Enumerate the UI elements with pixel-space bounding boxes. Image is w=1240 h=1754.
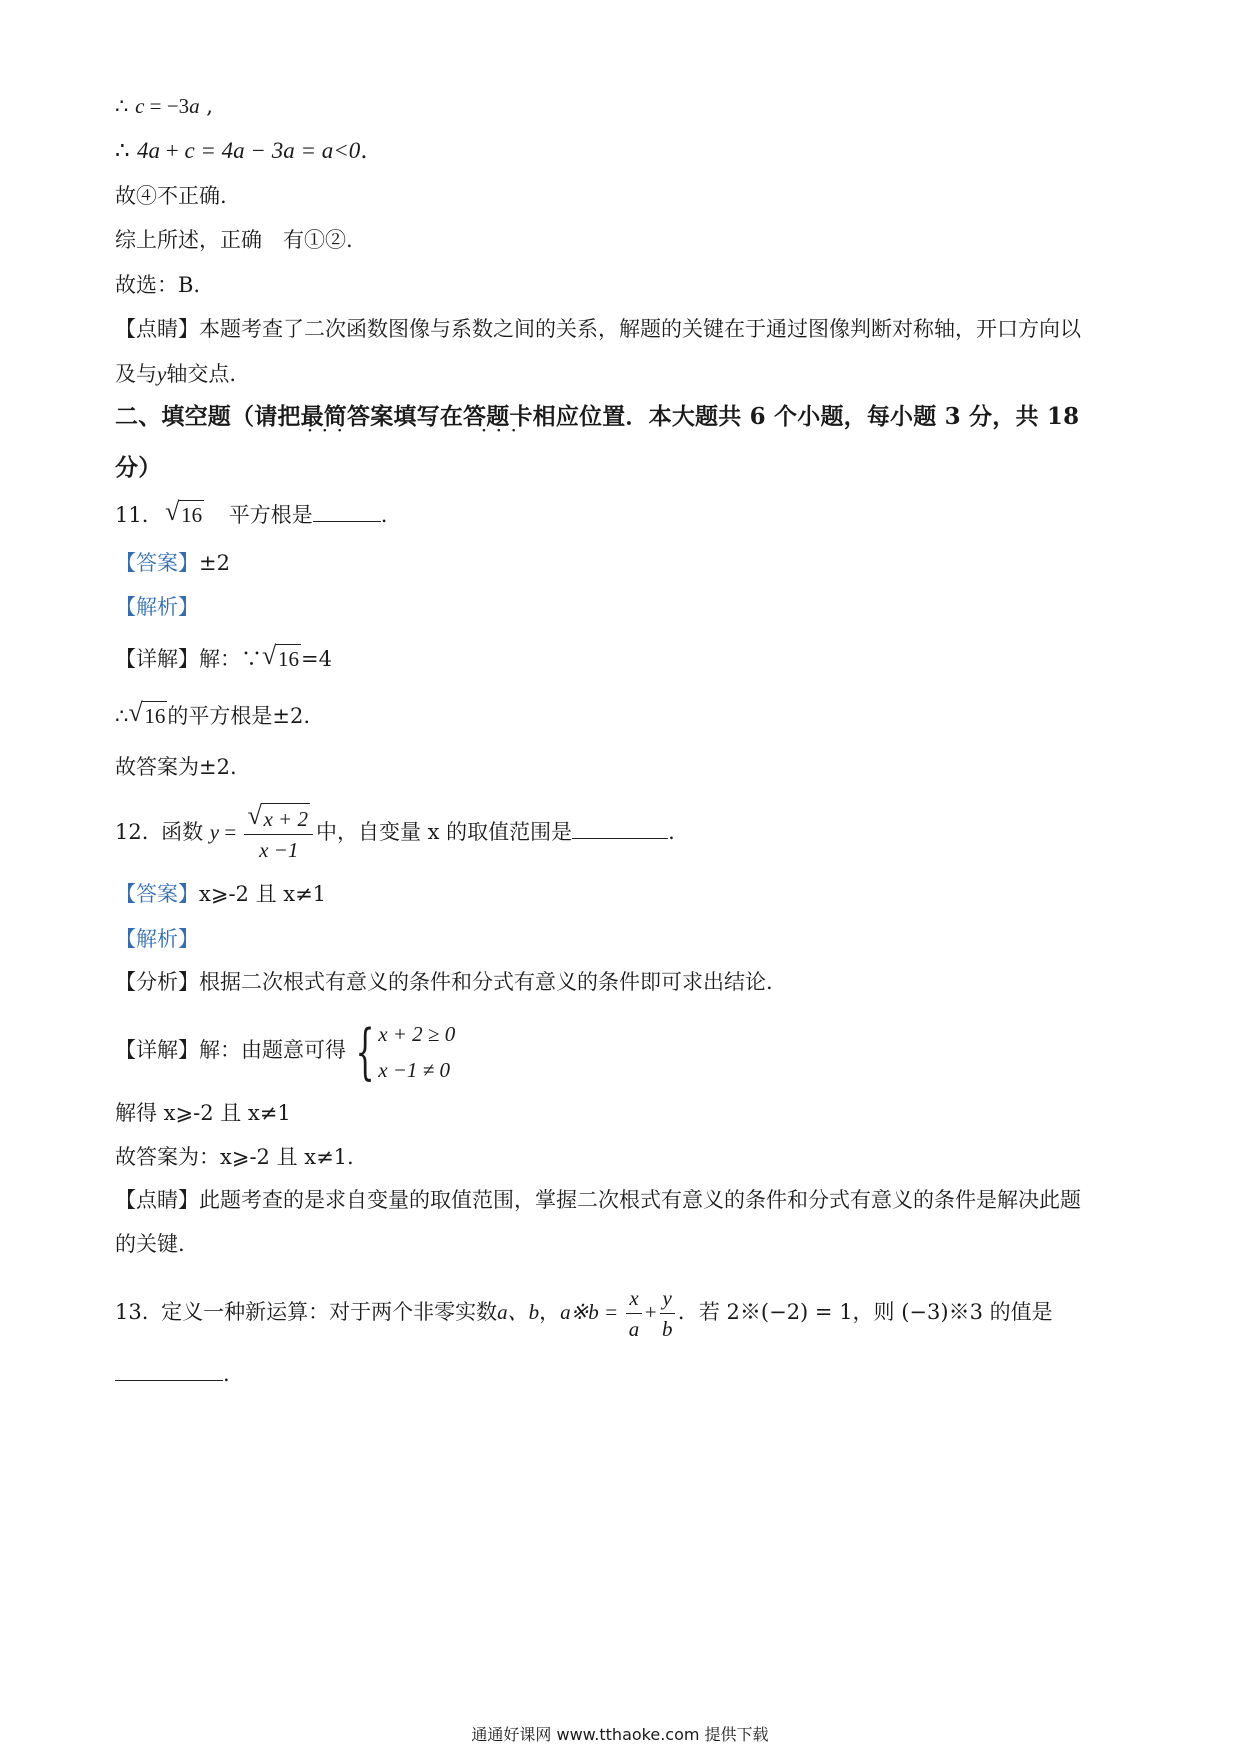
analysis-sub-tag: 【分析】 — [115, 970, 199, 994]
heading-emphasis: 最简 · · · — [301, 403, 347, 431]
detail-text: 解：∵ — [199, 647, 262, 671]
q12-answer — [115, 880, 326, 908]
question-text: 定义一种新运算：对于两个非零实数 — [161, 1300, 498, 1324]
heading-part: 相应位置．本大题共 6 个小题，每小题 3 分，共 18 — [532, 403, 1080, 430]
math-expr: = 4a − 3a = a<0 — [194, 138, 361, 163]
punct: . — [380, 503, 388, 527]
line-4a-plus-c — [115, 137, 368, 165]
section-heading-cont: 分） — [115, 454, 162, 481]
math-expr: = −3 — [144, 94, 190, 118]
math-var: c — [184, 138, 195, 163]
q12-note — [115, 1186, 1081, 1214]
page-footer: 通通好课网 www.tthaoke.com 提供下载 — [471, 1725, 769, 1744]
question-text: ．若 2※(−2) = 1，则 (−3)※3 的值是 — [677, 1300, 1053, 1324]
q12-note-cont: 的关键. — [115, 1232, 185, 1256]
fraction: √ x + 2 x −1 — [244, 803, 313, 865]
q12-final: 故答案为：x⩾-2 且 x≠1. — [115, 1145, 354, 1169]
math-vars: a、b — [497, 1300, 540, 1324]
fraction-x-over-a: $\frac{x}{a}$ — [626, 1283, 641, 1344]
fraction-y-over-b: $\frac{y}{b}$ — [660, 1283, 675, 1344]
answer-blank — [572, 818, 668, 839]
math-var: a — [189, 94, 200, 118]
analysis-tag: 【解析】 — [115, 927, 199, 951]
line-conclusion-4: 故④不正确. — [115, 184, 227, 208]
answer-value: x⩾-2 且 x≠1 — [199, 882, 327, 906]
q12-detail — [115, 1010, 455, 1090]
q11-detail — [115, 641, 332, 673]
q11-final: 故答案为±2. — [115, 755, 237, 779]
math-var: c — [135, 94, 145, 118]
heading-part: 二、填空题（请把 — [115, 403, 301, 430]
note-tag: 【点睛】 — [115, 317, 199, 341]
math-var: y — [209, 820, 220, 844]
sqrt-expression: √ 16 — [128, 698, 166, 728]
line-choice: 故选：B. — [115, 273, 201, 297]
answer-value: ±2 — [199, 551, 230, 575]
therefore-symbol: ∴ — [115, 138, 130, 164]
heading-emphasis: 答题卡 · · · — [463, 403, 533, 431]
math-var: y — [157, 362, 167, 386]
line-c-equals — [115, 92, 213, 120]
detail-text: 解：由题意可得 — [199, 1038, 346, 1062]
note-text: 本题考查了二次函数图像与系数之间的关系，解题的关键在于通过图像判断对称轴，开口方向以 — [199, 317, 1081, 341]
note-text-part: 轴交点. — [166, 362, 237, 386]
heading-part: 答案填写在 — [347, 403, 464, 430]
line-note — [115, 315, 1081, 343]
question-number: 13. — [115, 1300, 149, 1324]
detail-tag: 【详解】 — [115, 647, 199, 671]
q12-stem — [115, 800, 675, 864]
question-text: 函数 — [161, 820, 204, 844]
math-op: = — [219, 820, 242, 844]
analysis-tag: 【解析】 — [115, 595, 199, 619]
note-text-part: 及与 — [115, 362, 157, 386]
question-text: 中，自变量 x 的取值范围是 — [315, 820, 573, 844]
punct: , — [199, 94, 213, 118]
therefore-symbol: ∴ — [115, 94, 129, 118]
answer-tag: 【答案】 — [115, 551, 199, 575]
note-tag: 【点睛】 — [115, 1188, 199, 1212]
detail-tag: 【详解】 — [115, 1038, 199, 1062]
q12-analysis — [115, 968, 773, 996]
q11-stem — [115, 497, 388, 529]
q13-blank-line — [115, 1360, 230, 1388]
math-op: + — [159, 138, 185, 163]
punct: . — [223, 1362, 230, 1386]
math-expr: 4a — [136, 138, 160, 163]
note-text: 此题考查的是求自变量的取值范围，掌握二次根式有意义的条件和分式有意义的条件是解决此题 — [199, 1188, 1081, 1212]
answer-tag: 【答案】 — [115, 882, 199, 906]
question-text: 平方根是 — [228, 503, 313, 527]
answer-blank — [313, 501, 381, 522]
punct: . — [360, 138, 368, 164]
q11-step — [115, 698, 311, 730]
math-expr: a※b = — [560, 1300, 624, 1324]
analysis-text: 根据二次根式有意义的条件和分式有意义的条件即可求出结论. — [199, 970, 773, 994]
section-heading — [115, 403, 1079, 431]
punct: . — [668, 820, 675, 844]
detail-text: =4 — [301, 647, 332, 671]
line-note-cont — [115, 360, 236, 388]
step-text: 的平方根是±2. — [167, 704, 311, 728]
q12-solve: 解得 x⩾-2 且 x≠1 — [115, 1101, 291, 1125]
question-number: 11. — [115, 503, 149, 527]
answer-blank — [115, 1360, 223, 1381]
therefore-symbol: ∴ — [115, 704, 129, 728]
q13-stem — [115, 1280, 1053, 1344]
punct: ， — [539, 1300, 561, 1324]
line-summary: 综上所述，正确 有①②. — [115, 228, 353, 252]
sqrt-expression: √ 16 — [165, 497, 203, 527]
inequality-system: { x + 2 ≥ 0 x −1 ≠ 0 — [355, 1016, 456, 1087]
question-number: 12. — [115, 820, 149, 844]
q11-answer — [115, 549, 230, 577]
math-op: + — [644, 1300, 657, 1324]
sqrt-expression: √ 16 — [262, 641, 299, 671]
